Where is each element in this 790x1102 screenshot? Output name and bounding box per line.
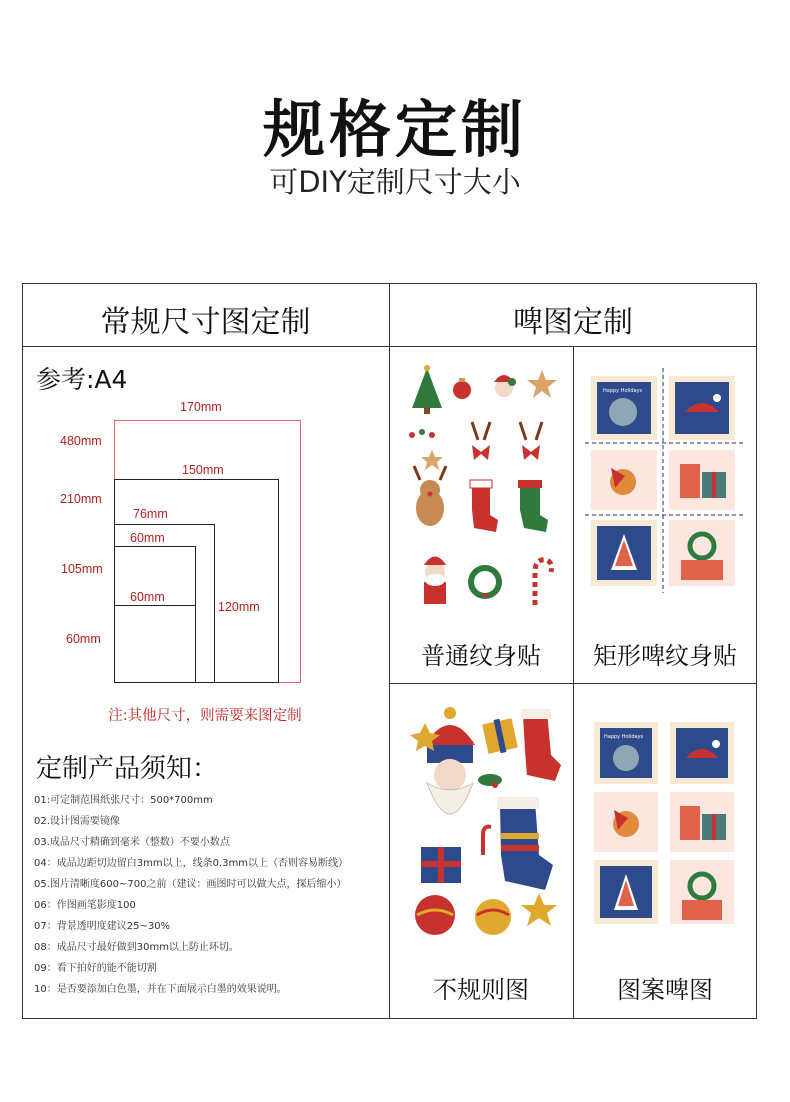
- notice-list: [34, 790, 384, 1000]
- dim-label-105: 105mm: [61, 562, 103, 576]
- right-header: 啤图定制: [513, 305, 633, 340]
- left-header: 常规尺寸图定制: [100, 305, 311, 340]
- custom-size-note: 注:其他尺寸，则需要来图定制: [108, 708, 302, 724]
- dim-label-60a: 60mm: [130, 531, 165, 545]
- stamp-caption: Happy Holidays: [604, 734, 644, 740]
- notice-item: 06：作图画笔影度100: [34, 900, 136, 911]
- notice-item: 01:可定制范围纸张尺寸：500*700mm: [34, 795, 213, 806]
- right-cells-divider-horizontal: [389, 683, 757, 684]
- notice-title: 定制产品须知：: [36, 754, 219, 784]
- dim-label-480: 480mm: [60, 434, 102, 448]
- notice-item: 07：背景透明度建议25~30%: [34, 921, 171, 932]
- cell-label-rect-die-tattoo: 矩形啤纹身贴: [593, 642, 737, 670]
- stamp-caption: Happy Holidays: [603, 388, 643, 394]
- notice-item: 02.设计图需要镜像: [34, 816, 120, 827]
- dim-label-120: 120mm: [218, 600, 260, 614]
- christmas-sticker-sheet-image: [400, 360, 565, 610]
- cell-label-regular-tattoo: 普通纹身贴: [421, 642, 541, 670]
- dim-label-210: 210mm: [60, 492, 102, 506]
- cell-label-irregular: 不规则图: [433, 976, 529, 1004]
- notice-item: 04：成品边距切边留白3mm以上，线条0.3mm以上（否则容易断线）: [34, 858, 348, 869]
- dim-label-60b: 60mm: [130, 590, 165, 604]
- dim-label-150: 150mm: [182, 463, 224, 477]
- size-rect-60b: [114, 605, 196, 683]
- page-title: 规格定制: [262, 93, 527, 166]
- cell-label-pattern-die: 图案啤图: [617, 976, 713, 1004]
- table-header-divider: [22, 346, 757, 347]
- notice-item: 03.成品尺寸精确到毫米（整数）不要小数点: [34, 837, 230, 848]
- reference-label: 参考:A4: [36, 365, 128, 394]
- dim-label-170: 170mm: [180, 400, 222, 414]
- notice-item: 05.图片清晰度600~700之前（建议：画图时可以做大点，探后缩小）: [34, 879, 347, 890]
- dim-label-76: 76mm: [133, 507, 168, 521]
- notice-item: 08：成品尺寸最好做到30mm以上防止环切。: [34, 942, 239, 953]
- pattern-die-sticker-image: [590, 718, 742, 928]
- notice-item: 10：是否要添加白色墨，并在下面展示白墨的效果说明。: [34, 984, 287, 995]
- irregular-sticker-image: [405, 705, 565, 950]
- notice-item: 09：看下拍好的能不能切割: [34, 963, 157, 974]
- stamp-sticker-sheet-image: [585, 368, 745, 598]
- page-subtitle: 可DIY定制尺寸大小: [269, 165, 521, 199]
- dim-label-60c: 60mm: [66, 632, 101, 646]
